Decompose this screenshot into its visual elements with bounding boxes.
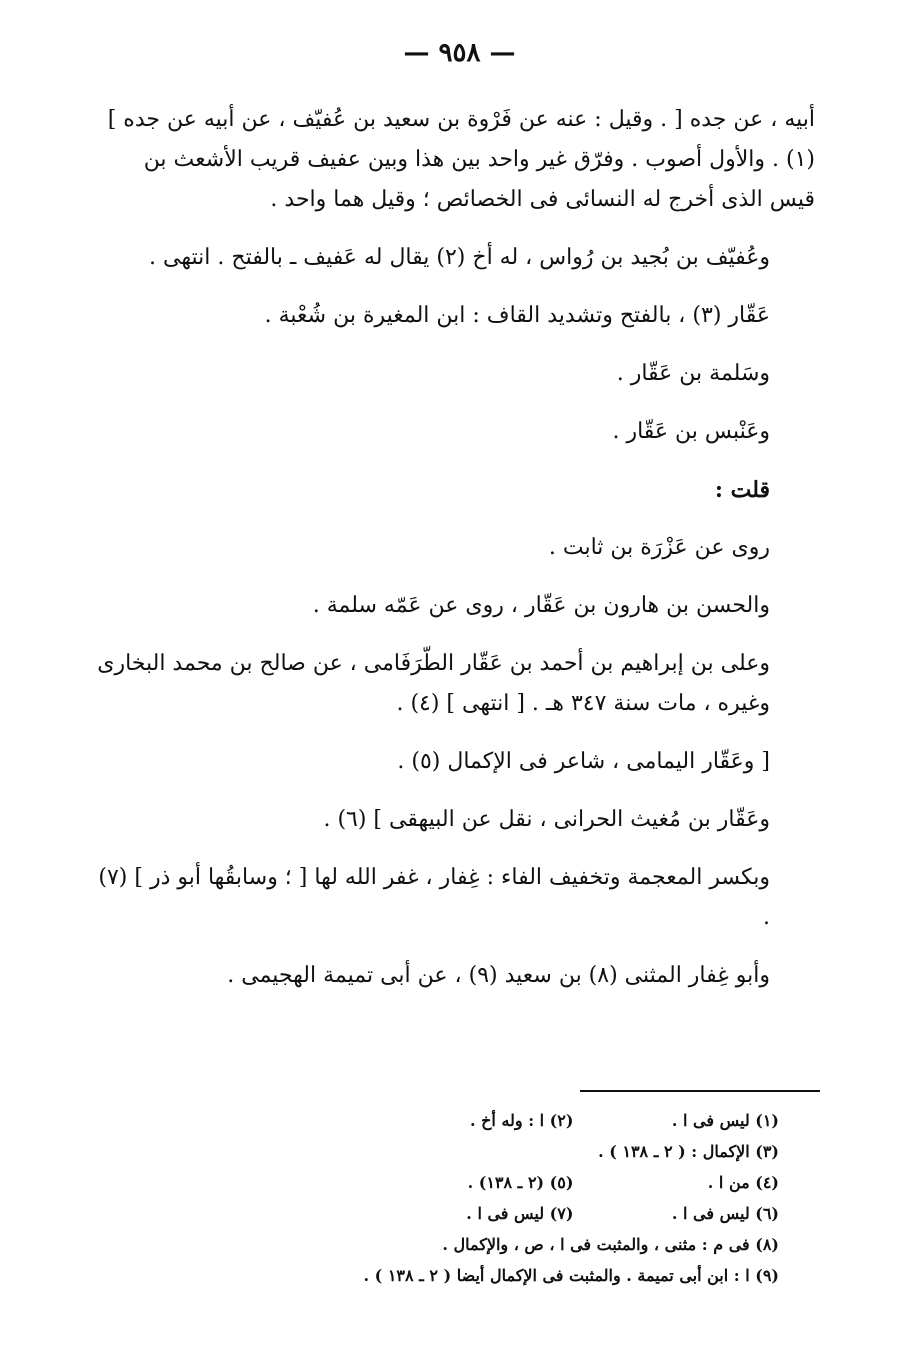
paragraph: أبيه ، عن جده [ . وقيل : عنه عن فَرْوة بن سعيد بن عُفيّف ، عن أبيه عن جده ] (١) . والأول أصوب . وفرّق غير واحد بين هذا وبين عفيف قريب الأشعث بن قيس الذى أخرج له النسائى فى الخصائص ؛ وقيل هما واحد . — [107, 107, 815, 212]
paragraph-heading: قلت : — [714, 477, 770, 503]
footnote: (٦) ليس فى ا . — [671, 1204, 779, 1223]
footnote-line — [219, 1260, 779, 1291]
footnote: (١) ليس فى ا . — [671, 1111, 779, 1130]
paragraph: وبكسر المعجمة وتخفيف الفاء : غِفار ، غفر الله لها [ ؛ وسابقُها أبو ذر ] (٧) . — [98, 865, 770, 930]
footnote-divider — [580, 1090, 820, 1092]
footnote: (٤) من ا . — [707, 1173, 779, 1192]
main-text — [95, 100, 815, 1014]
footnote-line — [219, 1167, 779, 1198]
page-number: — ٩٥٨ — — [403, 38, 516, 68]
paragraph: وسَلمة بن عَقّار . — [616, 361, 770, 386]
paragraph: والحسن بن هارون بن عَقّار ، روى عن عَمّه سلمة . — [312, 593, 770, 618]
footnote-line — [219, 1198, 779, 1229]
footnote: (٣) الإكمال : ( ٢ ـ ١٣٨ ) . — [598, 1142, 779, 1161]
footnote: (٢) ا : وله أخ . — [469, 1111, 574, 1130]
footnote: (٨) فى م : مثنى ، والمثبت فى ا ، ص ، والإكمال . — [442, 1235, 779, 1254]
footnote: (٧) ليس فى ا . — [466, 1204, 574, 1223]
paragraph: وعَنْبس بن عَقّار . — [612, 419, 770, 444]
footnote-line — [219, 1229, 779, 1260]
paragraph: وعَقّار بن مُغيث الحرانى ، نقل عن البيهقى ] (٦) . — [323, 807, 770, 832]
footnote: (٥) (٢ ـ ١٣٨) . — [467, 1173, 574, 1192]
paragraph: روى عن عَزْرَة بن ثابت . — [548, 535, 770, 560]
paragraph: وعُفيّف بن بُجيد بن رُواس ، له أخ (٢) يقال له عَفيف ـ بالفتح . انتهى . — [149, 245, 770, 270]
footnote-line — [219, 1105, 779, 1136]
footnotes — [219, 1105, 779, 1291]
paragraph: وعلى بن إبراهيم بن أحمد بن عَقّار الطّرَفَامى ، عن صالح بن محمد البخارى وغيره ، مات سنة ٣٤٧ هـ . [ انتهى ] (٤) . — [97, 651, 770, 716]
footnote-line — [219, 1136, 779, 1167]
paragraph: وأبو غِفار المثنى (٨) بن سعيد (٩) ، عن أبى تميمة الهجيمى . — [227, 963, 770, 988]
paragraph: [ وعَقّار اليمامى ، شاعر فى الإكمال (٥) . — [397, 749, 770, 774]
paragraph: عَقّار (٣) ، بالفتح وتشديد القاف : ابن المغيرة بن شُعْبة . — [264, 303, 770, 328]
footnote: (٩) ا : ابن أبى تميمة . والمثبت فى الإكمال أيضا ( ٢ ـ ١٣٨ ) . — [363, 1266, 779, 1285]
